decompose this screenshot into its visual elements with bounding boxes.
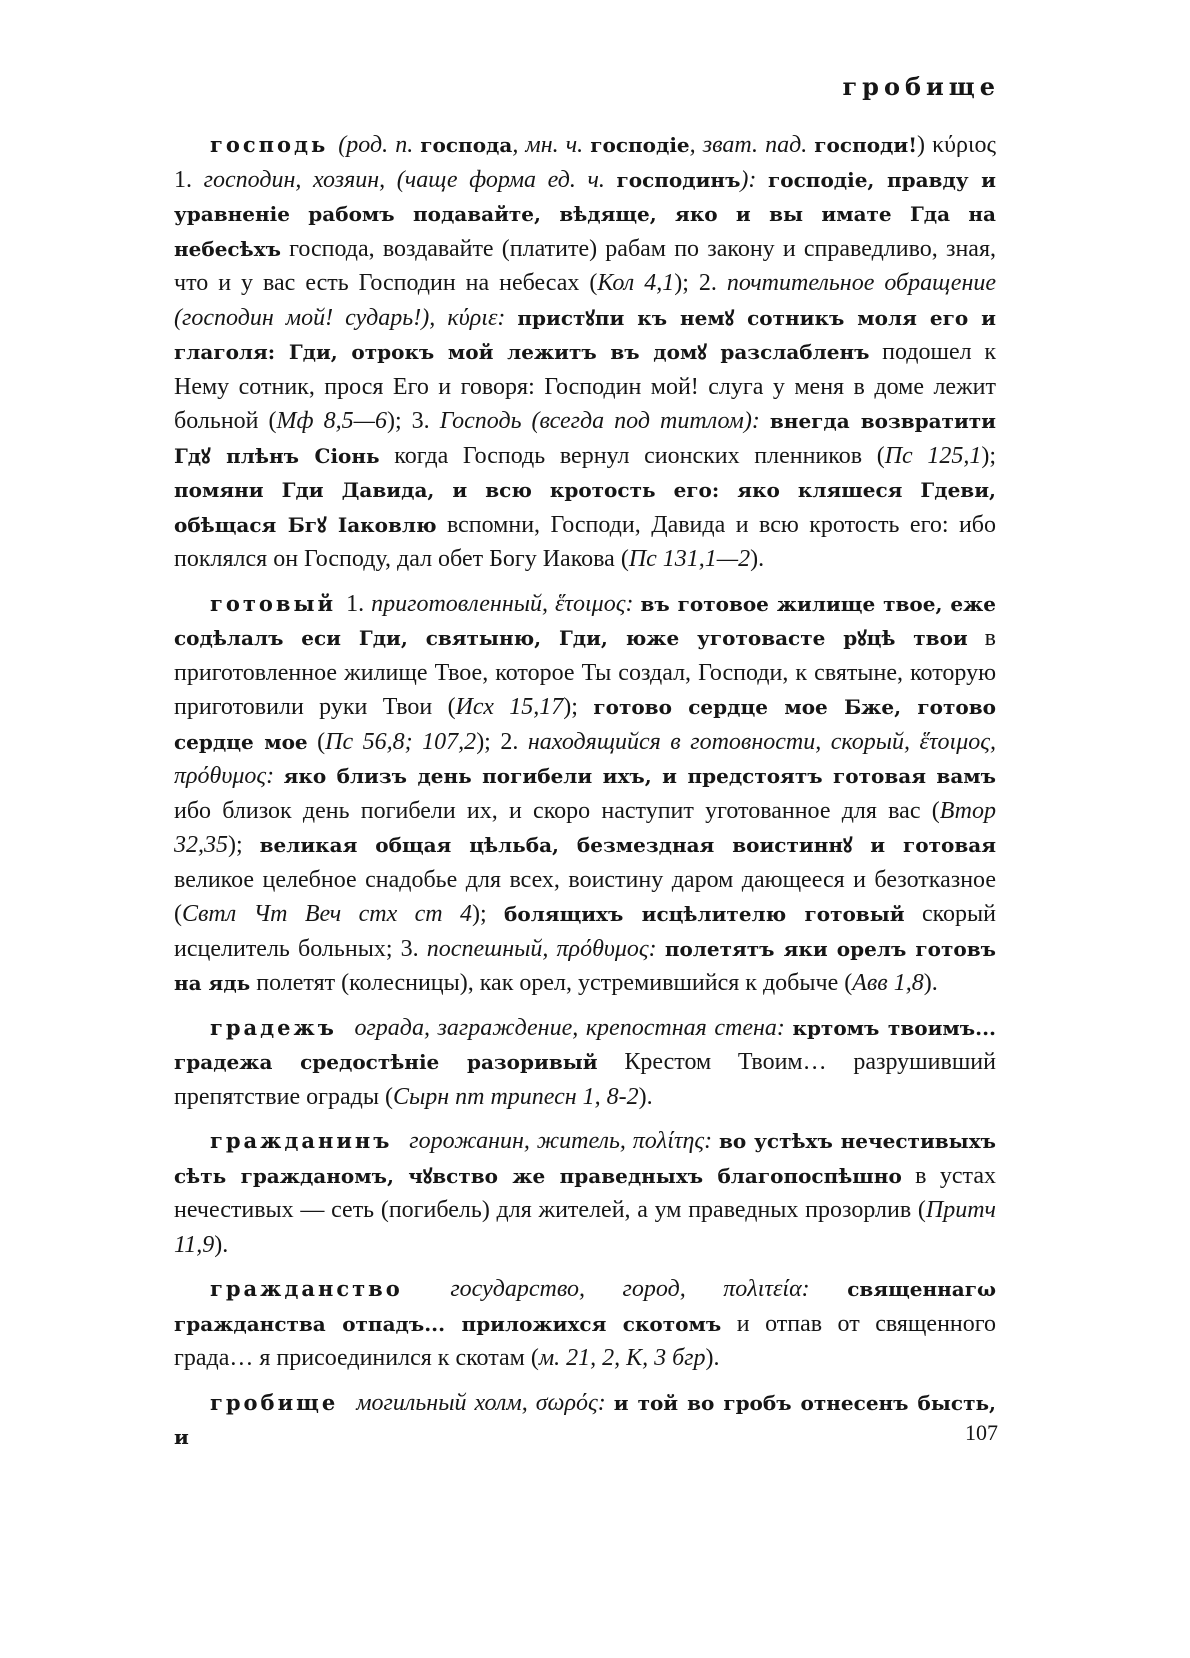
translation: когда Господь вернул сионских пленников ( bbox=[379, 442, 885, 469]
text: ). bbox=[638, 1083, 653, 1110]
church-slavonic-quote: болящихъ исцѣлителю готовый bbox=[504, 902, 905, 926]
source-reference: Мф 8,5—6 bbox=[276, 408, 387, 434]
text: ); bbox=[476, 728, 501, 755]
gloss: господин, хозяин, (чаще форма ед. ч. bbox=[192, 166, 617, 193]
translation: ибо близок день погибели их, и скоро наступит уготованное для вас ( bbox=[174, 797, 940, 824]
gloss: , зват. пад. bbox=[689, 132, 815, 158]
text: ). bbox=[705, 1345, 720, 1371]
gloss: , мн. ч. bbox=[512, 132, 591, 158]
headword: гражданство bbox=[210, 1276, 403, 1301]
church-slavonic-quote: господіе, правду и уравненіе рабомъ подавайте, вѣдяще, яко и вы имате Гда на небесѣхъ bbox=[174, 167, 996, 261]
source-reference: Втор 32,35 bbox=[174, 797, 996, 858]
greek-text: ) κύριος bbox=[917, 132, 996, 158]
headword: градежъ bbox=[210, 1014, 337, 1040]
text: ); bbox=[674, 270, 699, 296]
translation: Крестом Твоим… разрушивший препятствие ограды ( bbox=[174, 1049, 996, 1110]
source-reference: Кол 4,1 bbox=[597, 270, 675, 296]
running-head: гробище bbox=[842, 72, 1000, 101]
gloss: горожанин, житель, πολίτης: bbox=[402, 1128, 719, 1154]
form: господіе bbox=[590, 133, 690, 157]
source-reference: Исх 15,17 bbox=[455, 694, 564, 720]
entry-gospod bbox=[174, 128, 996, 577]
gloss: государство, город, πολιτεία: bbox=[412, 1276, 848, 1302]
gloss: могильный холм, σωρός: bbox=[348, 1389, 614, 1416]
source-reference: Пс 131,1—2 bbox=[628, 546, 751, 572]
sense-number: 2. bbox=[698, 270, 717, 296]
text: ); bbox=[563, 694, 594, 720]
translation: вспомни, Господи, Давида и всю кротость его: ибо поклялся он Господу, дал обет Богу Иакова ( bbox=[174, 511, 996, 572]
entry-gradezh bbox=[174, 1011, 996, 1115]
text: ); bbox=[228, 832, 260, 858]
page-number: 107 bbox=[965, 1420, 998, 1445]
text-block bbox=[174, 128, 996, 1465]
source-reference: Свтл Чт Веч стх ст 4 bbox=[182, 901, 472, 927]
source-reference: Авв 1,8 bbox=[852, 970, 924, 996]
gloss: почтительное обращение (господин мой! сударь!), κύριε: bbox=[174, 270, 996, 331]
translation: скорый исцелитель больных; bbox=[174, 901, 997, 962]
source-reference: Пс 125,1 bbox=[884, 442, 982, 469]
church-slavonic-quote: внегда возвратити Гдꙋ плѣнъ Сіонь bbox=[174, 409, 997, 468]
form: господинъ bbox=[616, 167, 741, 192]
church-slavonic-quote: священнагω гражданства отпадъ... приложихся скотомъ bbox=[174, 1277, 996, 1336]
text: ); bbox=[471, 901, 505, 927]
form: господа bbox=[420, 133, 513, 157]
church-slavonic-quote: и той во гробъ отнесенъ бысть, и bbox=[174, 1390, 996, 1449]
sense-number: 2. bbox=[500, 728, 519, 755]
text: ). bbox=[214, 1231, 229, 1258]
gloss: поспешный, πρόθυμος: bbox=[418, 935, 665, 962]
sense-number: 3. bbox=[411, 408, 430, 434]
gloss: Господь (всегда под титлом): bbox=[429, 408, 770, 434]
gloss: находящийся в готовности, скорый, ἕτοιμος, πρόθυμος: bbox=[174, 728, 996, 789]
church-slavonic-quote: полетятъ яки орелъ готовъ на ядь bbox=[174, 936, 996, 995]
source-reference: м. 21, 2, К, 3 бгр bbox=[538, 1345, 706, 1371]
translation: подошел к Нему сотник, прося Его и говоря: Господин мой! слуга у меня в доме лежит больной ( bbox=[174, 339, 996, 434]
church-slavonic-quote: кртомъ твоимъ... градежа средостѣніе разоривый bbox=[174, 1015, 997, 1074]
source-reference: Сырн пт трипесн 1, 8-2 bbox=[392, 1083, 639, 1110]
entry-grazhdanstvo bbox=[174, 1272, 996, 1376]
translation: и отпав от священного града… я присоединился к скотам ( bbox=[174, 1310, 996, 1371]
entry-gotovyi bbox=[174, 587, 996, 1001]
translation: господа, воздавайте (платите) рабам по закону и справедливо, зная, что и у вас есть Господин на небесах ( bbox=[174, 235, 996, 296]
text: ). bbox=[750, 546, 765, 572]
sense-number: 3. bbox=[400, 935, 419, 962]
source-reference: Пс 56,8; 107,2 bbox=[325, 728, 477, 755]
text: ). bbox=[923, 970, 938, 996]
translation: в приготовленное жилище Твое, которое Ты создал, Господи, к святыне, которую приготовили руки Твои ( bbox=[174, 625, 996, 720]
source-reference: Притч 11,9 bbox=[174, 1197, 996, 1258]
gloss: ограда, заграждение, крепостная стена: bbox=[346, 1014, 793, 1041]
entry-grazhdanin bbox=[174, 1124, 996, 1262]
church-slavonic-quote: готово сердце мое Бже, готово сердце мое bbox=[174, 695, 996, 754]
sense-number: 1. bbox=[174, 166, 192, 193]
form: господи! bbox=[814, 133, 917, 157]
text: ); bbox=[981, 442, 997, 469]
church-slavonic-quote: яко близъ день погибели ихъ, и предстоятъ готовая вамъ bbox=[283, 764, 996, 788]
church-slavonic-quote: великая общая цѣльба, безмездная воистиннꙋ и готовая bbox=[259, 833, 996, 857]
text: ( bbox=[307, 728, 326, 755]
church-slavonic-quote: помяни Гди Давида, и всю кротость его: яко кляшеся Гдеви, обѣщася Бгꙋ Іаковлю bbox=[174, 478, 996, 537]
gloss: ): bbox=[740, 166, 769, 193]
headword: гражданинъ bbox=[210, 1128, 393, 1153]
headword: господь bbox=[210, 132, 329, 157]
sense-number: 1. bbox=[346, 590, 365, 617]
church-slavonic-quote: пристꙋпи къ немꙋ сотникъ моля его и глаголя: Гди, отрокъ мой лежитъ въ домꙋ разслабленъ bbox=[174, 305, 996, 364]
headword: готовый bbox=[210, 590, 337, 616]
translation: полетят (колесницы), как орел, устремившийся к добыче ( bbox=[250, 970, 853, 996]
text: ); bbox=[386, 408, 412, 434]
gloss: приготовленный, ἕτοιμος: bbox=[364, 590, 641, 617]
entry-grobishche bbox=[174, 1386, 996, 1455]
gloss: (род. п. bbox=[338, 132, 421, 158]
church-slavonic-quote: въ готовое жилище твое, еже содѣлалъ еси Гди, святыню, Гди, юже уготовасте рꙋцѣ твои bbox=[174, 591, 997, 650]
headword: гробище bbox=[210, 1389, 339, 1415]
church-slavonic-quote: во устѣхъ нечестивыхъ сѣть гражданомъ, чꙋвство же праведныхъ благопоспѣшно bbox=[174, 1129, 996, 1188]
translation: в устах нечестивых — сеть (погибель) для жителей, а ум праведных прозорлив ( bbox=[174, 1162, 996, 1223]
translation: великое целебное снадобье для всех, воистину даром дающееся и безотказное ( bbox=[174, 866, 996, 927]
